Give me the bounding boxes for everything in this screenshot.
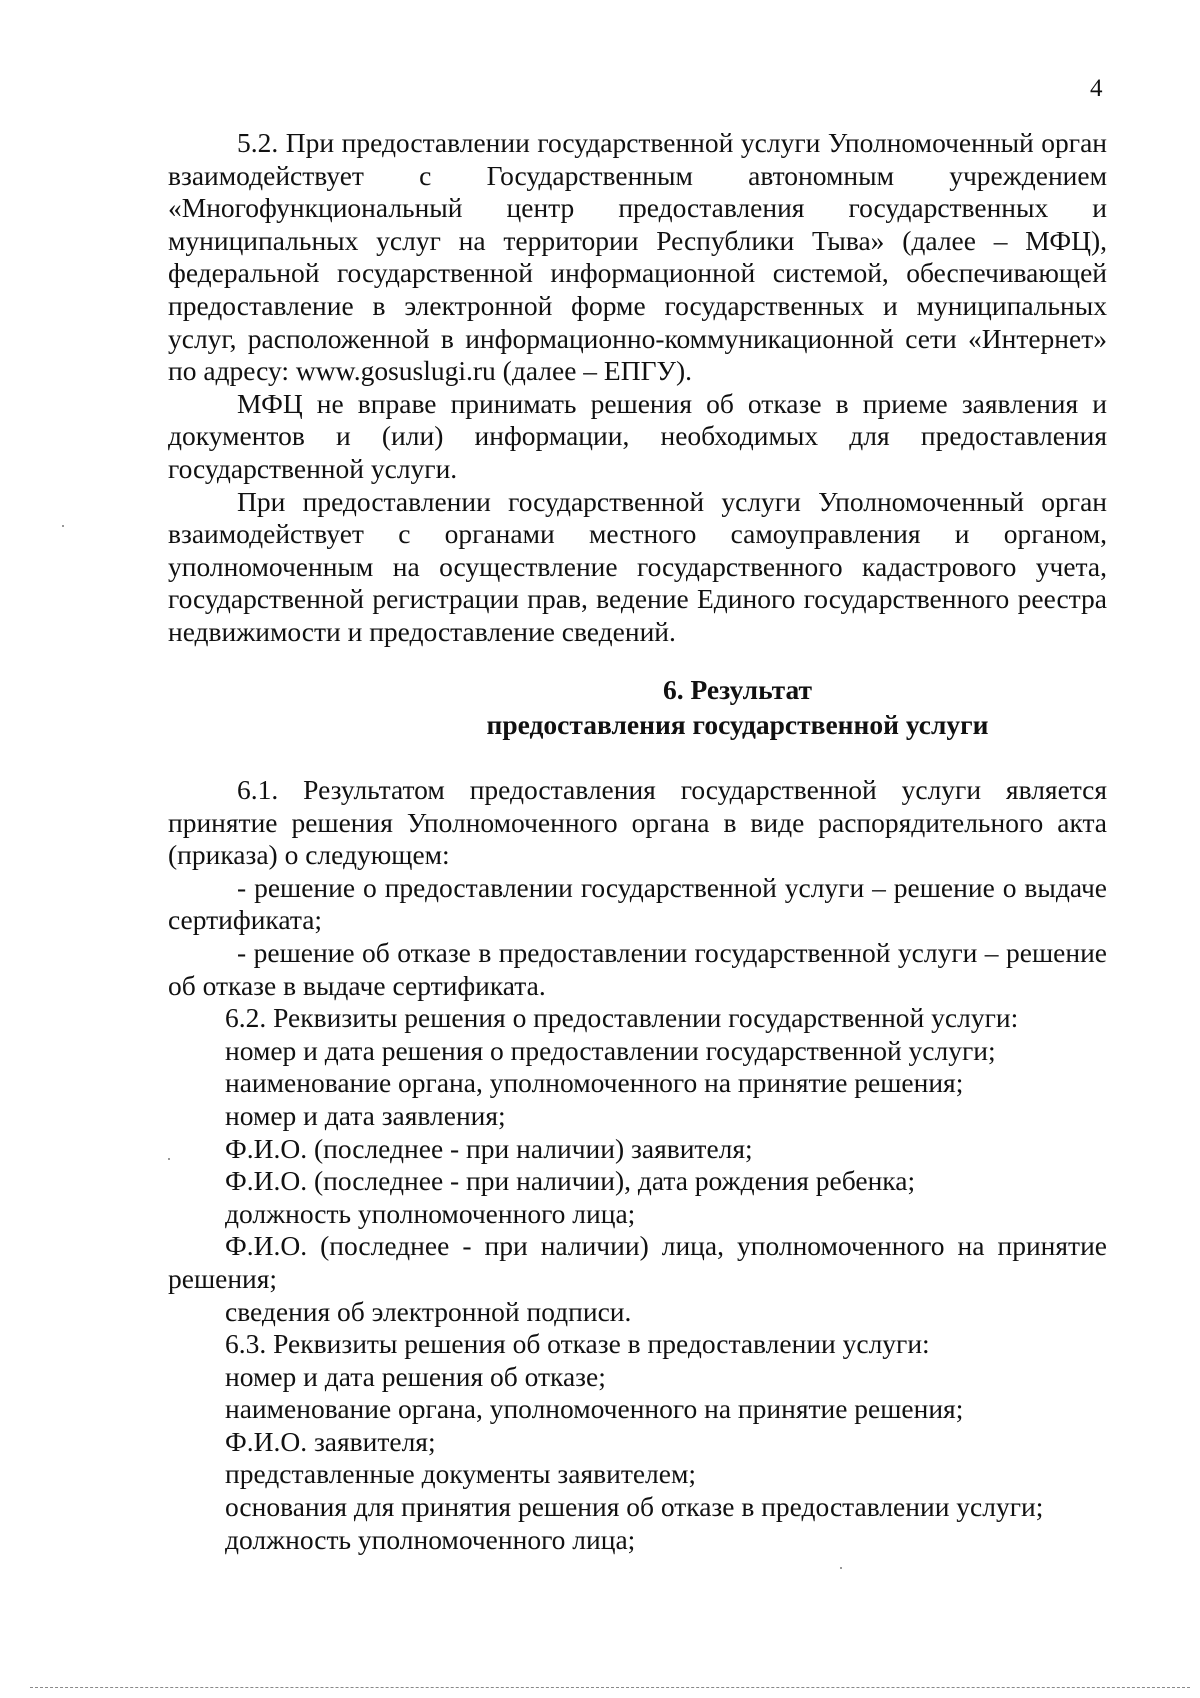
list-item: наименование органа, уполномоченного на принятие решения; — [225, 1067, 964, 1099]
list-item: должность уполномоченного лица; — [225, 1197, 636, 1229]
list-item: должность уполномоченного лица; — [225, 1523, 636, 1555]
scan-speck — [168, 1158, 170, 1160]
page-number: 4 — [1090, 75, 1103, 102]
list-item: наименование органа, уполномоченного на принятие решения; — [225, 1393, 964, 1425]
paragraph-6-3-title: 6.3. Реквизиты решения об отказе в предоставлении услуги: — [225, 1328, 930, 1360]
list-item: Ф.И.О. (последнее - при наличии), дата рождения ребенка; — [225, 1165, 916, 1197]
scan-speck — [62, 525, 64, 527]
list-item-6-1-2: - решение об отказе в предоставлении государственной услуги – решение об отказе в выдаче сертификата. — [168, 936, 1107, 1001]
heading-line-1: 6. Результат — [663, 674, 812, 705]
heading-line-2: предоставления государственной услуги — [486, 709, 989, 740]
paragraph-5-2: 5.2. При предоставлении государственной услуги Уполномоченный орган взаимодействует с Государственным автономным учреждением «Многофункциональный центр предоставления государственных и муниципальных услуг на территории Республики Тыва» (далее – МФЦ), федеральной государственной информационной системой, обеспечивающей предоставление в электронной форме государственных и муниципальных услуг, расположенной в информационно-коммуникационной сети «Интернет» по адресу: www.gosuslugi.ru (далее – ЕПГУ). — [168, 127, 1107, 387]
list-item: сведения об электронной подписи. — [225, 1295, 632, 1327]
list-item: представленные документы заявителем; — [225, 1458, 697, 1490]
list-item: номер и дата решения о предоставлении государственной услуги; — [225, 1034, 996, 1066]
scan-speck — [840, 1567, 842, 1569]
paragraph-interaction: При предоставлении государственной услуги Уполномоченный орган взаимодействует с органами местного самоуправления и органом, уполномоченным на осуществление государственного кадастрового учета, государственной регистрации прав, ведение Единого государственного реестра недвижимости и предоставление сведений. — [168, 485, 1107, 647]
list-item: номер и дата решения об отказе; — [225, 1360, 606, 1392]
paragraph-mfc: МФЦ не вправе принимать решения об отказе в приеме заявления и документов и (или) информации, необходимых для предоставления государственной услуги. — [168, 387, 1107, 484]
section-5-2-text — [168, 127, 1107, 649]
section-6-body — [168, 774, 1107, 1556]
list-item: Ф.И.О. заявителя; — [225, 1425, 436, 1457]
list-item-6-1-1: - решение о предоставлении государственной услуги – решение о выдаче сертификата; — [168, 871, 1107, 936]
section-6-heading — [368, 672, 1107, 742]
list-item: Ф.И.О. (последнее - при наличии) лица, уполномоченного на принятие решения; — [168, 1230, 1107, 1294]
list-item: основания для принятия решения об отказе в предоставлении услуги; — [225, 1491, 1044, 1523]
list-item: Ф.И.О. (последнее - при наличии) заявителя; — [225, 1132, 753, 1164]
paragraph-6-1: 6.1. Результатом предоставления государственной услуги является принятие решения Уполномоченного органа в виде распорядительного акта (приказа) о следующем: — [168, 774, 1107, 871]
scan-edge-line — [30, 1687, 1190, 1688]
list-item: номер и дата заявления; — [225, 1099, 506, 1131]
paragraph-6-2-title: 6.2. Реквизиты решения о предоставлении государственной услуги: — [225, 1002, 1019, 1034]
